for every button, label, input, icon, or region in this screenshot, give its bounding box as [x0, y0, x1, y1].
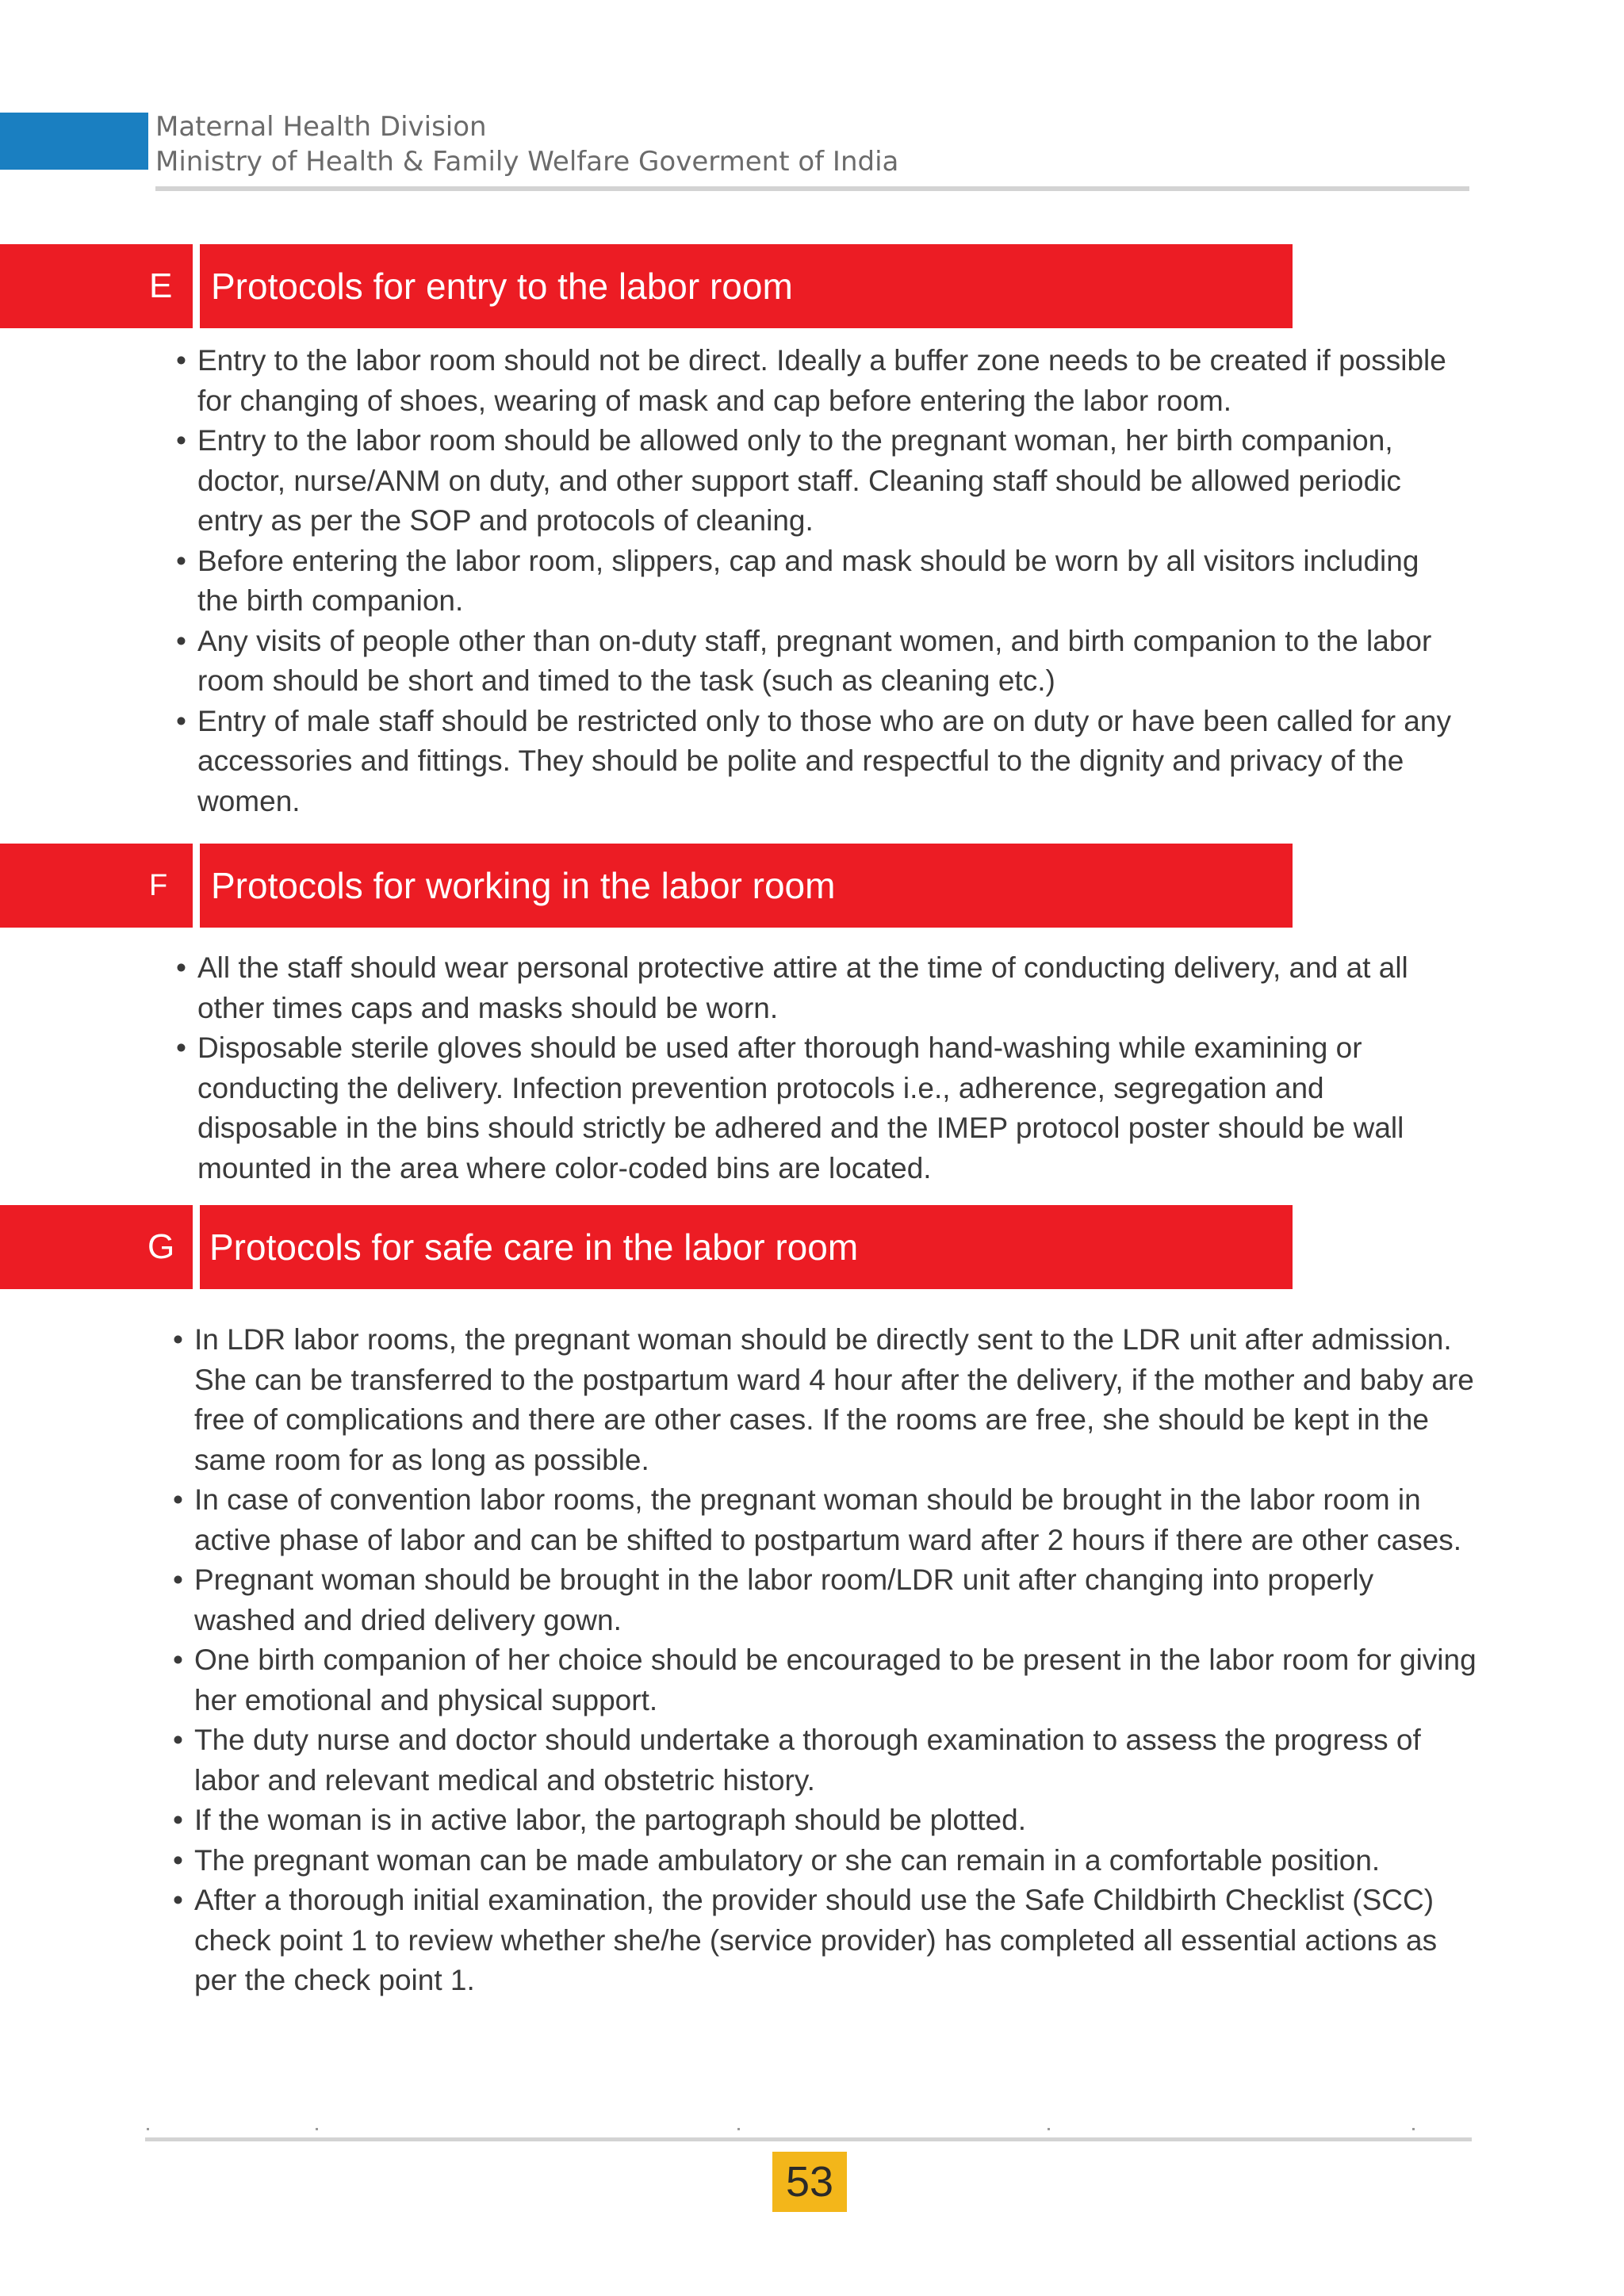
list-item: • All the staff should wear personal protective attire at the time of conducting delivery, and at all other times caps and masks should be worn. [176, 951, 1408, 1024]
section-f-title: Protocols for working in the labor room [211, 865, 836, 906]
section-g-title-bar [200, 1205, 1293, 1289]
footer-dot [1412, 2128, 1415, 2130]
section-e-letter: E [149, 266, 173, 305]
list-item: • In LDR labor rooms, the pregnant woman should be directly sent to the LDR unit after admission. She can be transferred to the postpartum ward 4 hour after the delivery, if the mother and baby are free of complications and there are other cases. If the rooms are free, she should be kept in the same room for as long as possible. [173, 1323, 1474, 1476]
list-item: • Disposable sterile gloves should be used after thorough hand-washing while examining or conducting the delivery. Infection prevention protocols i.e., adherence, segregation and disposable in the bins should strictly be adhered and the IMEP protocol poster should be wall mounted in the area where color-coded bins are located. [176, 1031, 1404, 1184]
page-number: 53 [772, 2152, 847, 2212]
header-division: Maternal Health Division [155, 111, 487, 143]
list-item: • The duty nurse and doctor should undertake a thorough examination to assess the progress of labor and relevant medical and obstetric history. [173, 1724, 1421, 1797]
header-ministry: Ministry of Health & Family Welfare Goverment of India [155, 146, 899, 178]
list-item: • Pregnant woman should be brought in the labor room/LDR unit after changing into properly washed and dried delivery gown. [173, 1563, 1374, 1636]
list-item: • Entry of male staff should be restricted only to those who are on duty or have been called for any accessories and fittings. They should be polite and respectful to the dignity and privacy of the women. [176, 704, 1451, 817]
section-f-title-bar [200, 844, 1293, 928]
footer-dot [1048, 2128, 1050, 2130]
header-divider [155, 186, 1469, 191]
list-item: • One birth companion of her choice should be encouraged to be present in the labor room for giving her emotional and physical support. [173, 1644, 1477, 1716]
section-f-list [176, 948, 1466, 1188]
list-item: • The pregnant woman can be made ambulatory or she can remain in a comfortable position. [173, 1843, 1381, 1877]
list-item: • In case of convention labor rooms, the pregnant woman should be brought in the labor room in active phase of labor and can be shifted to postpartum ward after 2 hours if there are other cases. [173, 1483, 1462, 1556]
section-g-letter-box [0, 1205, 193, 1289]
header-text [155, 109, 898, 179]
list-item: • Before entering the labor room, slippers, cap and mask should be worn by all visitors including the birth companion. [176, 544, 1419, 617]
list-item: • If the woman is in active labor, the partograph should be plotted. [173, 1804, 1026, 1836]
footer-divider [145, 2137, 1472, 2141]
section-g-title: Protocols for safe care in the labor room [209, 1226, 859, 1268]
section-e-title: Protocols for entry to the labor room [211, 266, 793, 307]
footer-dot [147, 2128, 149, 2130]
section-e-title-bar [200, 244, 1293, 328]
list-item: • Entry to the labor room should not be direct. Ideally a buffer zone needs to be created if possible for changing of shoes, wearing of mask and cap before entering the labor room. [176, 344, 1446, 417]
section-f-letter-box [0, 844, 193, 928]
section-g-list [173, 1320, 1479, 2001]
section-g-letter: G [147, 1227, 175, 1266]
header-accent-block [0, 113, 148, 170]
footer-dot [316, 2128, 318, 2130]
list-item: • Any visits of people other than on-duty staff, pregnant women, and birth companion to the labor room should be short and timed to the task (such as cleaning etc.) [176, 624, 1432, 697]
section-f-letter: F [149, 869, 168, 902]
list-item: • Entry to the labor room should be allowed only to the pregnant woman, her birth companion, doctor, nurse/ANM on duty, and other support staff. Cleaning staff should be allowed periodic entry as per the SOP and protocols of cleaning. [176, 424, 1401, 537]
section-e-letter-box [0, 244, 193, 328]
list-item: • After a thorough initial examination, the provider should use the Safe Childbirth Checklist (SCC) check point 1 to review whether she/he (service provider) has completed all essential actions as per the check point 1. [173, 1884, 1438, 1996]
section-e-list [176, 341, 1466, 821]
footer-dot [737, 2128, 740, 2130]
